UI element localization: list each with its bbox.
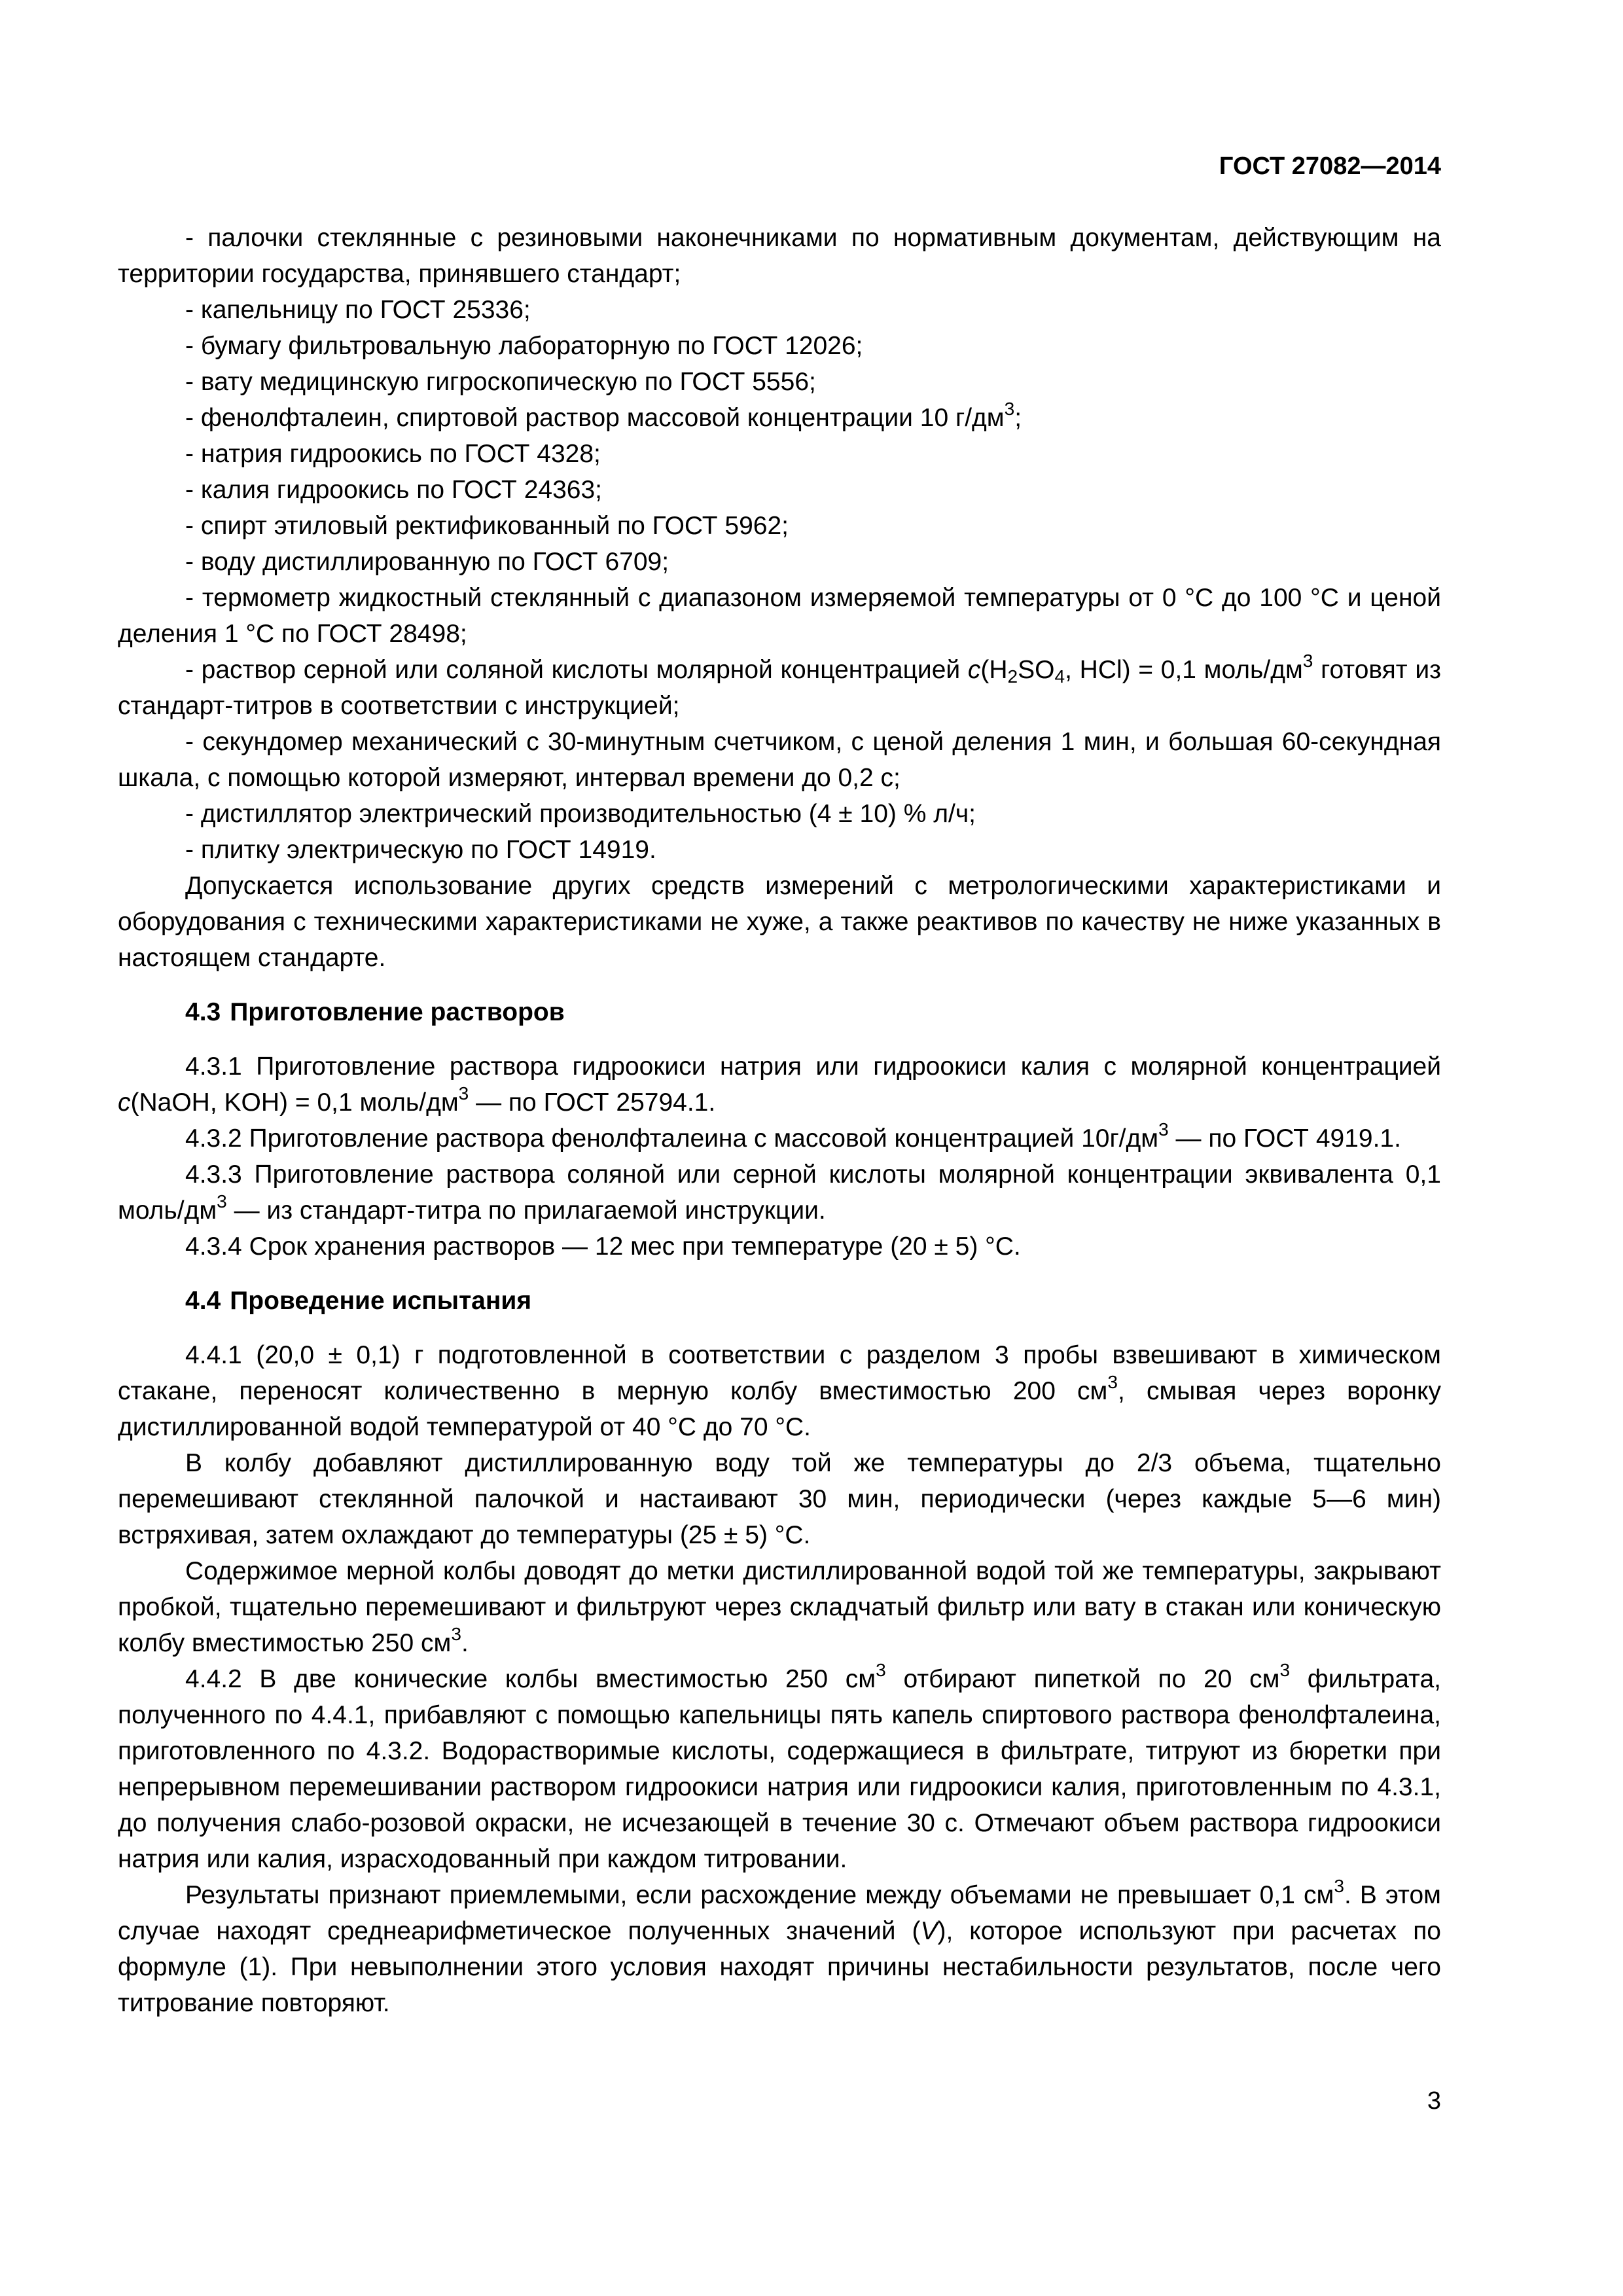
list-item: - секундомер механический с 30-минутным счетчиком, с ценой деления 1 мин, и большая 60-секундная шкала, с помощью которой измеряют, интервал времени до 0,2 с; [118,728,1441,792]
paragraph-4-4-1: 4.4.1 (20,0 ± 0,1) г подготовленной в соответствии с разделом 3 пробы взвешивают в химическом стакане, переносят количественно в мерную колбу вместимостью 200 $см^3$, смывая через воронку дистиллированной водой температурой от 40 °С до 70 °С. [118,1341,1441,1441]
list-item: - вату медицинскую гигроскопическую по ГОСТ 5556; [185,368,816,396]
list-item: - бумагу фильтровальную лабораторную по ГОСТ 12026; [185,332,863,360]
paragraph-4-3-3: 4.3.3 Приготовление раствора соляной или серной кислоты молярной концентрации эквивалента 0,1 моль/$дм^3$ — из стандарт-титра по прилагаемой инструкции. [118,1160,1441,1225]
paragraph-allowance: Допускается использование других средств измерений с метрологическими характеристиками и оборудования с техническими характеристиками не хуже, а также реактивов по качеству не ниже указанных в настоящем стандарте. [118,872,1441,972]
paragraph: Содержимое мерной колбы доводят до метки дистиллированной водой той же температуры, закрывают пробкой, тщательно перемешивают и фильтруют через складчатый фильтр или вату в стакан или коническую колбу вместимостью 250 $см^3$. [118,1557,1441,1657]
document-code: ГОСТ 27082—2014 [1219,152,1441,180]
list-item: - палочки стеклянные с резиновыми наконечниками по нормативным документам, действующим на территории государства, принявшего стандарт; [118,224,1441,288]
list-item: - спирт этиловый ректификованный по ГОСТ 5962; [185,512,789,540]
list-item: - воду дистиллированную по ГОСТ 6709; [185,548,669,576]
list-item: - калия гидроокись по ГОСТ 24363; [185,476,602,504]
paragraph-4-3-2: 4.3.2 Приготовление раствора фенолфталеина с массовой концентрацией $10г/дм^3$ — по ГОСТ 4919.1. [185,1119,1401,1153]
paragraph-4-4-2: 4.4.2 В две конические колбы вместимостью 250 $см^3$ отбирают пипеткой по 20 $см^3$ фильтрата, полученного по 4.4.1, прибавляют с помощью капельницы пять капель спиртового раствора фенолфталеина, приготовленного по 4.3.2. Водорастворимые кислоты, содержащиеся в фильтрате, титруют из бюретки при непрерывном перемешивании раствором гидроокиси натрия или гидроокиси калия, приготовленным по 4.3.1, до получения слабо-розовой окраски, не исчезающей в течение 30 с. Отмечают объем раствора гидроокиси натрия или калия, израсходованный при каждом титровании. [118,1660,1442,1873]
paragraph-4-3-1: 4.3.1 Приготовление раствора гидроокиси натрия или гидроокиси калия с молярной концентрацией c(NaOH, KOH) = 0,1 моль/$дм^3$ — по ГОСТ 25794.1. [118,1052,1441,1117]
document-body [118,220,1441,2021]
list-item: - фенолфталеин, спиртовой раствор массовой концентрации 10 $г/дм^3$; [185,399,1022,432]
section-heading-4-4: 4.4 Проведение испытания [185,1287,532,1315]
paragraph: В колбу добавляют дистиллированную воду той же температуры до 2/3 объема, тщательно перемешивают стеклянной палочкой и настаивают 30 мин, периодически (через каждые 5—6 мин) встряхивая, затем охлаждают до температуры (25 ± 5) °С. [118,1449,1441,1549]
list-item: - натрия гидроокись по ГОСТ 4328; [185,440,601,468]
list-item: - термометр жидкостный стеклянный с диапазоном измеряемой температуры от 0 °С до 100 °С и ценой деления 1 °С по ГОСТ 28498; [118,584,1441,648]
paragraph: Результаты признают приемлемыми, если расхождение между объемами не превышает 0,1 $см^3$. В этом случае находят среднеарифметическое полученных значений (V), которое используют при расчетах по формуле (1). При невыполнении этого условия находят причины нестабильности результатов, после чего титрование повторяют. [118,1876,1441,2017]
paragraph-4-3-4: 4.3.4 Срок хранения растворов — 12 мес при температуре (20 ± 5) °С. [185,1232,1021,1261]
document-page [118,0,1441,2296]
list-item: - плитку электрическую по ГОСТ 14919. [185,836,656,864]
page-number: 3 [1427,2087,1441,2115]
list-item: - раствор серной или соляной кислоты молярной концентрацией $c(H_2SO_4$, HCl) = 0,1 моль/$дм^3$ готовят из стандарт-титров в соответствии с инструкцией; [118,651,1442,720]
list-item: - дистиллятор электрический производительностью (4 ± 10) % л/ч; [185,800,976,828]
section-heading-4-3: 4.3 Приготовление растворов [185,998,565,1026]
list-item: - капельницу по ГОСТ 25336; [185,296,531,324]
